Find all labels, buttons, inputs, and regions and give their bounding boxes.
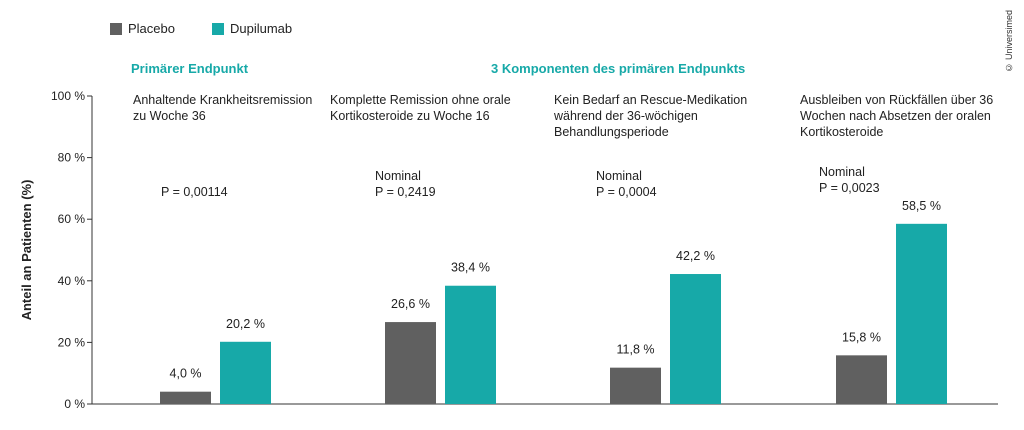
legend-dupilumab-label: Dupilumab <box>230 21 293 36</box>
y-tick-label: 60 % <box>57 212 85 227</box>
category-label <box>554 92 747 140</box>
y-tick-label: 40 % <box>57 273 85 288</box>
y-tick-label: 100 % <box>50 89 85 103</box>
p-value-line: P = 0,0023 <box>819 181 880 195</box>
p-value <box>819 164 880 196</box>
y-tick-label: 0 % <box>64 397 85 411</box>
category-label-line: Wochen nach Absetzen der oralen <box>800 109 991 123</box>
value-labels <box>170 199 941 381</box>
bar-placebo <box>385 322 436 404</box>
copyright-notice: © Universimed <box>1004 10 1014 73</box>
p-value-line: P = 0,0004 <box>596 185 657 199</box>
p-value <box>375 168 436 200</box>
category-label <box>800 92 993 140</box>
p-value-line: Nominal <box>819 165 865 179</box>
category-label <box>330 92 511 124</box>
category-label-line: Komplette Remission ohne orale <box>330 93 511 107</box>
bar-dupilumab <box>220 342 271 404</box>
bars <box>160 224 947 404</box>
legend-dupilumab-swatch <box>212 23 224 35</box>
y-tick-label: 80 % <box>57 150 85 165</box>
bar-value-label: 26,6 % <box>391 297 430 312</box>
bar-value-label: 4,0 % <box>169 366 202 381</box>
bar-value-label: 15,8 % <box>842 330 881 345</box>
bar-placebo <box>836 355 887 404</box>
y-axis-title: Anteil an Patienten (%) <box>19 179 34 321</box>
p-value <box>596 168 657 200</box>
category-label <box>133 92 312 124</box>
y-ticks <box>51 89 92 411</box>
bar-dupilumab <box>670 274 721 404</box>
legend-dupilumab <box>212 21 292 36</box>
category-label-line: Anhaltende Krankheitsremission <box>133 93 313 107</box>
bar-value-label: 58,5 % <box>902 198 941 213</box>
category-label-line: Ausbleiben von Rückfällen über 36 <box>800 93 994 107</box>
bar-value-label: 38,4 % <box>451 260 490 275</box>
p-value <box>161 184 228 200</box>
bar-value-label: 11,8 % <box>616 342 655 357</box>
bar-placebo <box>610 368 661 404</box>
p-value-line: Nominal <box>596 169 642 183</box>
category-label-line: Kortikosteroide <box>800 125 884 139</box>
p-value-line: P = 0,00114 <box>161 185 228 199</box>
p-value-line: Nominal <box>375 169 421 183</box>
category-label-line: Behandlungsperiode <box>554 125 669 139</box>
category-label-line: Kortikosteroide zu Woche 16 <box>330 109 490 123</box>
category-label-line: während der 36-wöchigen <box>554 109 698 123</box>
category-label-line: Kein Bedarf an Rescue-Medikation <box>554 93 748 107</box>
section-header-primary: Primärer Endpunkt <box>131 61 249 76</box>
category-label-line: zu Woche 36 <box>133 109 206 123</box>
p-value-line: P = 0,2419 <box>375 185 436 199</box>
bar-dupilumab <box>896 224 947 404</box>
bar-placebo <box>160 392 211 404</box>
bar-dupilumab <box>445 286 496 404</box>
bar-value-label: 42,2 % <box>676 249 715 264</box>
legend-placebo <box>110 21 175 36</box>
legend-placebo-swatch <box>110 23 122 35</box>
bar-value-label: 20,2 % <box>226 316 265 331</box>
y-tick-label: 20 % <box>57 335 85 350</box>
legend-placebo-label: Placebo <box>128 21 175 36</box>
section-header-components: 3 Komponenten des primären Endpunkts <box>491 61 746 76</box>
